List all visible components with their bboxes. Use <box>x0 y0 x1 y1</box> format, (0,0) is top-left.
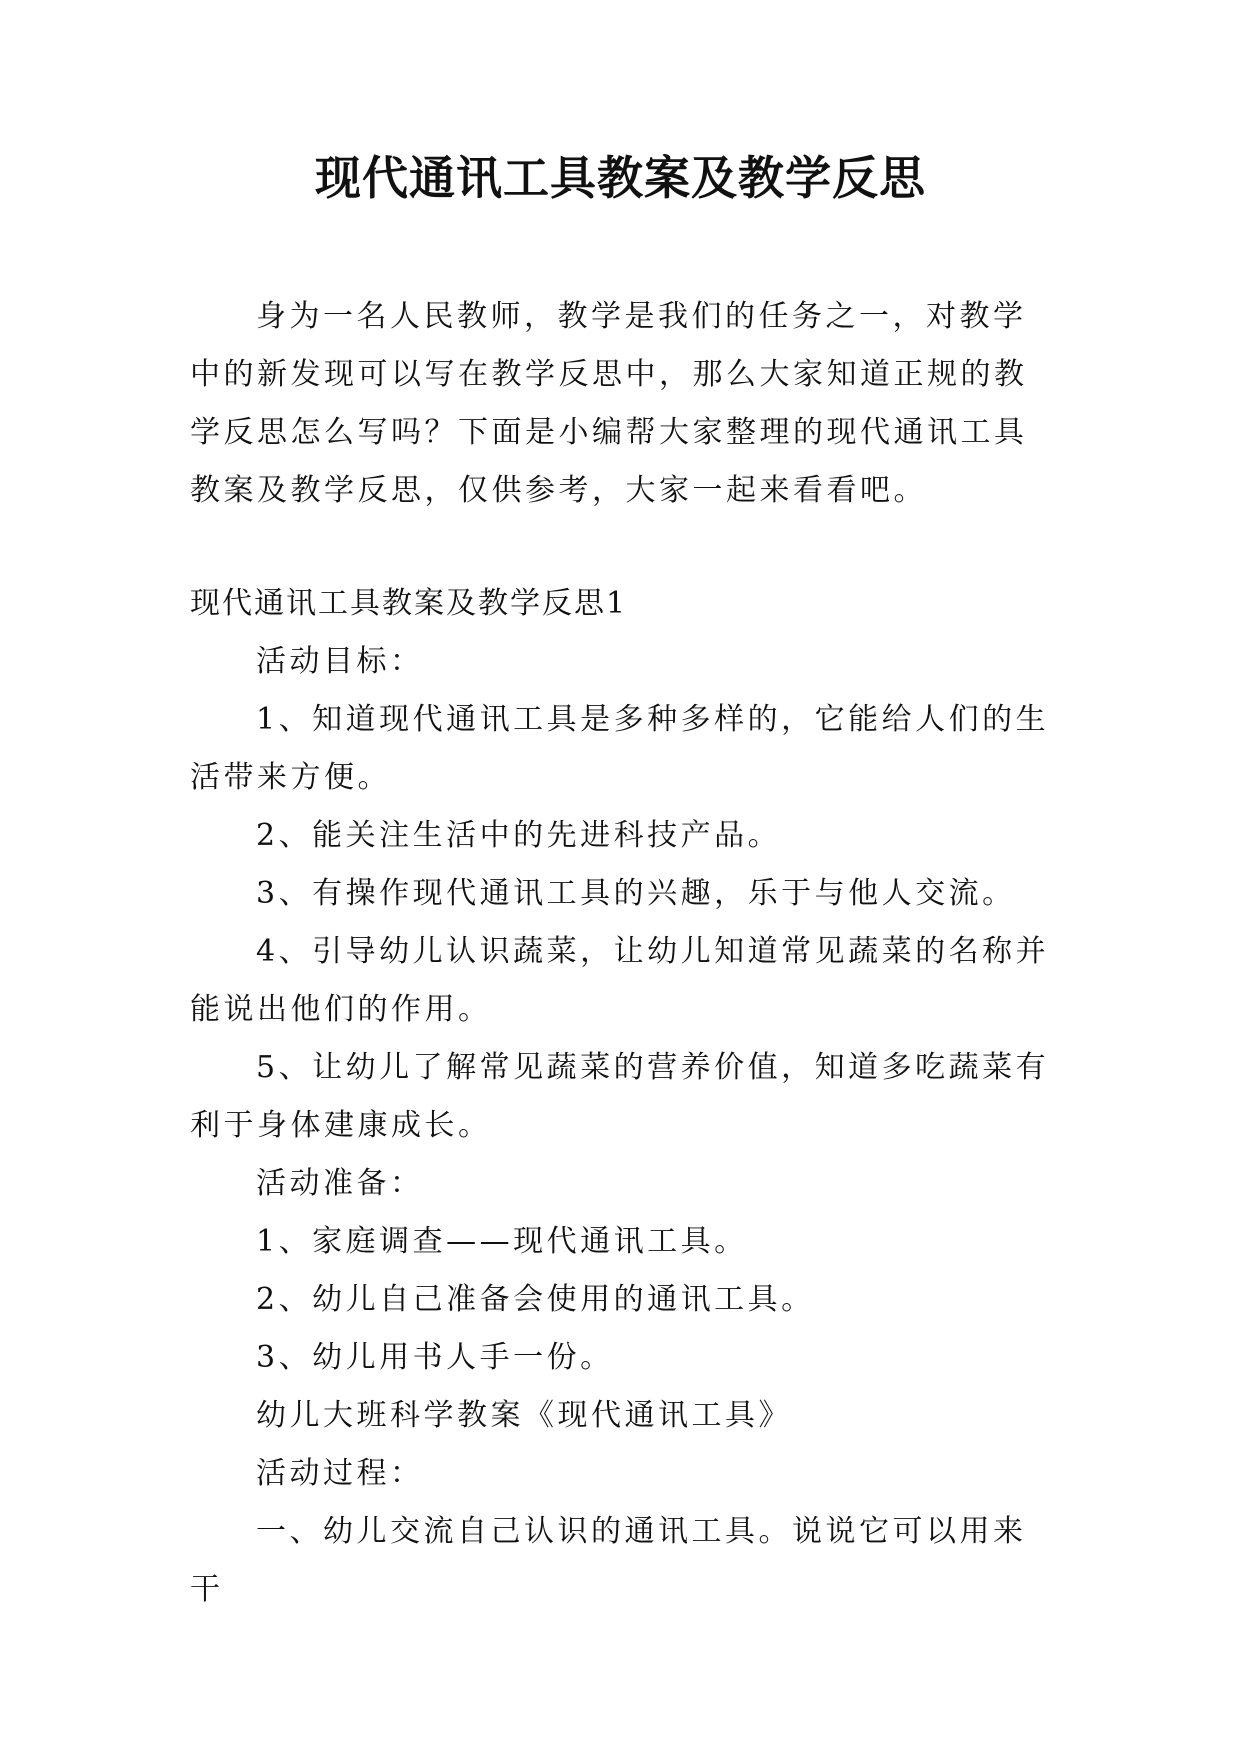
paragraph-process-heading: 活动过程： <box>256 1456 424 1491</box>
document-content <box>190 575 1050 1619</box>
paragraph-preparation-1: 1、家庭调查——现代通讯工具。 <box>256 1224 748 1259</box>
section-heading: 现代通讯工具教案及教学反思1 <box>190 586 628 621</box>
paragraph-activity-goals-heading: 活动目标： <box>256 644 424 679</box>
paragraph-preparation-3: 3、幼儿用书人手一份。 <box>256 1340 614 1375</box>
paragraph-goal-3: 3、有操作现代通讯工具的兴趣，乐于与他人交流。 <box>256 876 1016 911</box>
paragraph-preparation-heading: 活动准备： <box>256 1166 424 1201</box>
paragraph-goal-2: 2、能关注生活中的先进科技产品。 <box>256 818 782 853</box>
paragraph-preparation-2: 2、幼儿自己准备会使用的通讯工具。 <box>256 1282 815 1317</box>
paragraph-lesson-title: 幼儿大班科学教案《现代通讯工具》 <box>256 1398 792 1433</box>
paragraph-process-step-1: 一、幼儿交流自己认识的通讯工具。说说它可以用来干 <box>190 1514 1027 1607</box>
paragraph-goal-4: 4、引导幼儿认识蔬菜，让幼儿知道常见蔬菜的名称并能说出他们的作用。 <box>190 934 1050 1027</box>
paragraph-goal-1: 1、知道现代通讯工具是多种多样的，它能给人们的生活带来方便。 <box>190 702 1050 795</box>
document-title: 现代通讯工具教案及教学反思 <box>315 151 926 205</box>
paragraph-goal-5: 5、让幼儿了解常见蔬菜的营养价值，知道多吃蔬菜有利于身体建康成长。 <box>190 1050 1050 1143</box>
intro-paragraph: 身为一名人民教师，教学是我们的任务之一，对教学中的新发现可以写在教学反思中，那么大家知道正规的教学反思怎么写吗？下面是小编帮大家整理的现代通讯工具教案及教学反思，仅供参考，大家一起来看看吧。 <box>190 299 1028 508</box>
